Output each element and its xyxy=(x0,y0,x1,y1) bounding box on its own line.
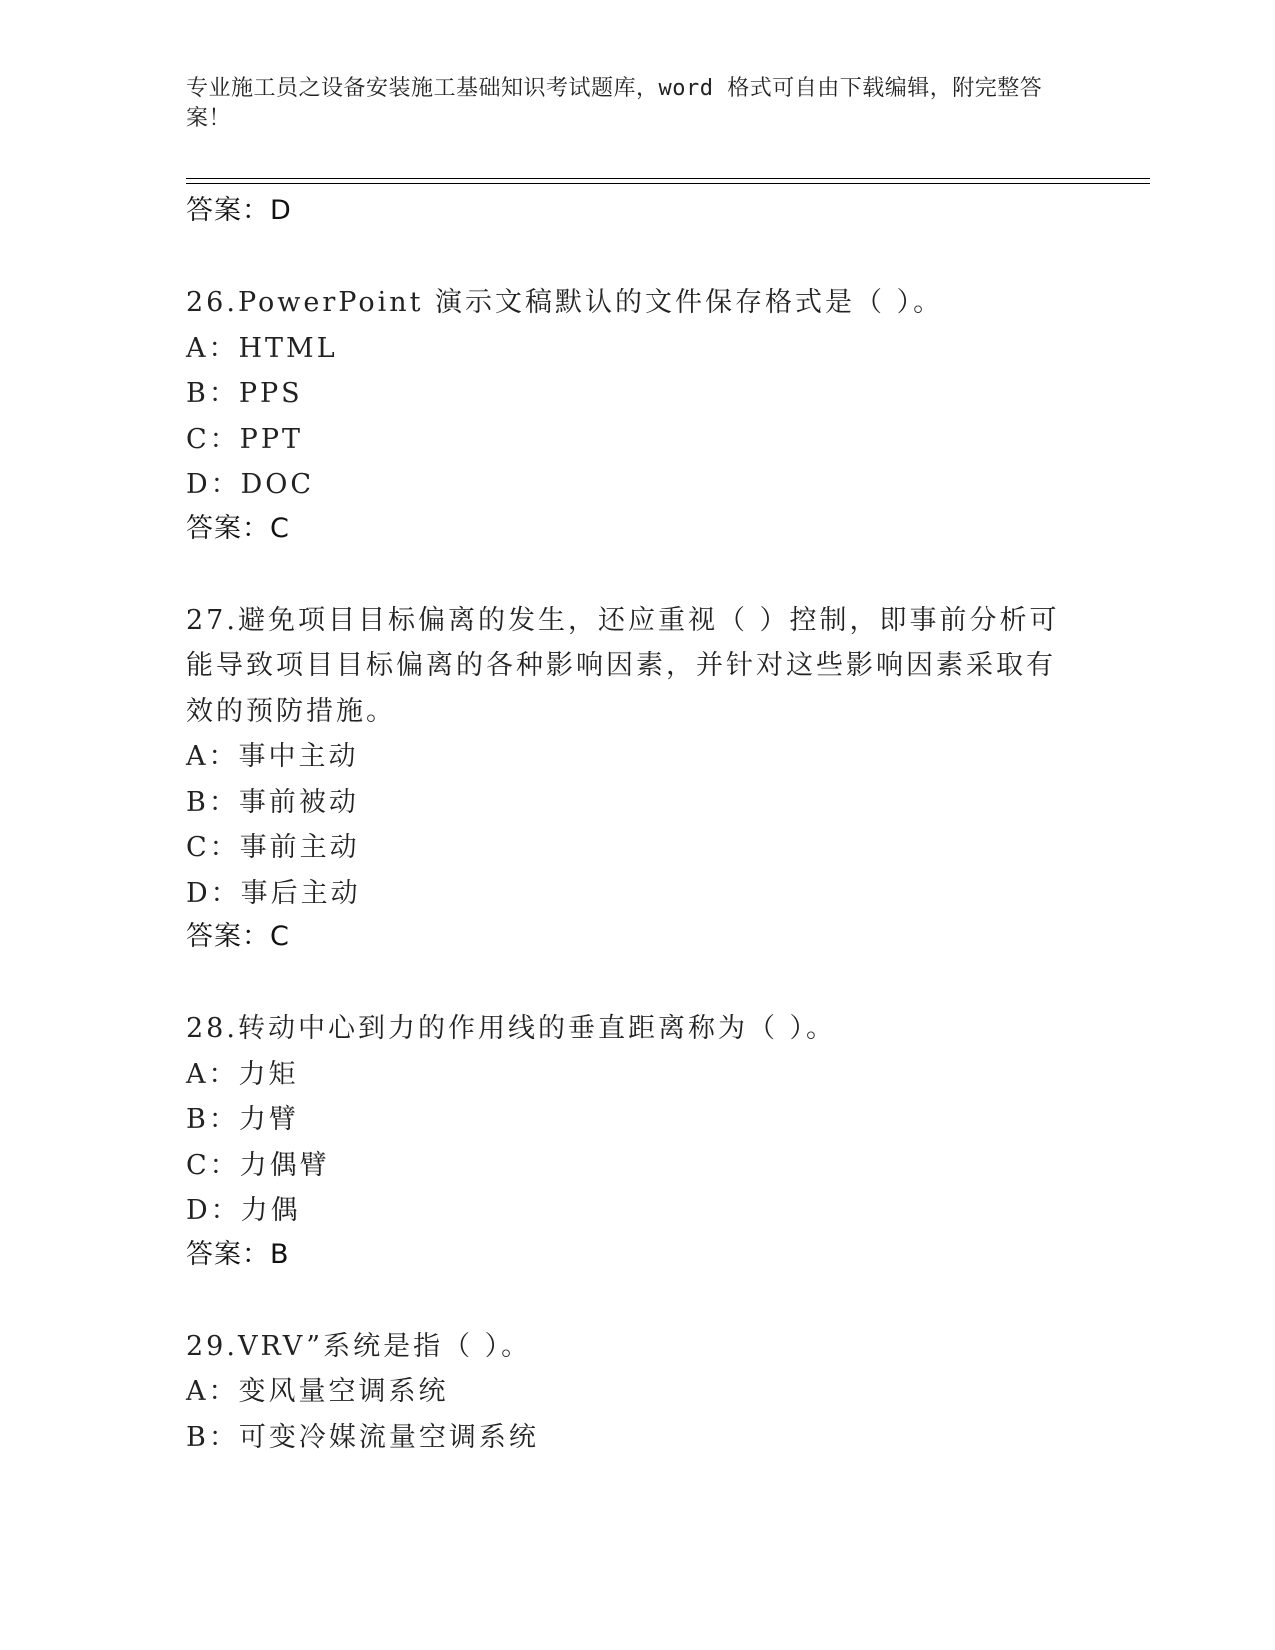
option-c: C：事前主动 xyxy=(186,832,360,863)
option-a: A：变风量空调系统 xyxy=(186,1376,449,1407)
option-c: C：力偶臂 xyxy=(186,1149,330,1181)
question-item xyxy=(186,1006,1066,1276)
option-b: B：PPS xyxy=(186,378,303,409)
option-d: D：力偶 xyxy=(186,1195,301,1226)
question-text: 27.避免项目目标偏离的发生，还应重视（ ）控制，即事前分析可能导致项目目标偏离的各种影响因素，并针对这些影响因素采取有效的预防措施。 xyxy=(186,604,1060,727)
option-b: B：可变冷媒流量空调系统 xyxy=(186,1421,539,1453)
option-a: A：力矩 xyxy=(186,1058,299,1090)
option-c: C：PPT xyxy=(186,423,304,455)
option-d: D：事后主动 xyxy=(186,877,361,909)
question-item xyxy=(186,1324,1066,1461)
answer-line: 答案：D xyxy=(186,195,292,226)
option-d: D：DOC xyxy=(186,469,315,500)
answer-line: 答案：B xyxy=(186,1238,290,1270)
header-divider-bottom xyxy=(186,183,1150,184)
header-divider-top xyxy=(186,178,1150,179)
question-text: 29.VRV”系统是指（ ）。 xyxy=(186,1330,532,1362)
question-text: 28.转动中心到力的作用线的垂直距离称为（ ）。 xyxy=(186,1013,837,1044)
answer-line: 答案：C xyxy=(186,921,290,952)
question-text: 26.PowerPoint 演示文稿默认的文件保存格式是（ ）。 xyxy=(186,287,944,318)
question-item xyxy=(186,280,1066,550)
option-b: B：力臂 xyxy=(186,1104,299,1135)
answer-line: 答案：C xyxy=(186,512,290,544)
question-list xyxy=(186,190,1066,1460)
option-a: A：HTML xyxy=(186,332,338,364)
option-a: A：事中主动 xyxy=(186,741,359,772)
option-b: B：事前被动 xyxy=(186,786,359,818)
question-item xyxy=(186,598,1066,959)
page-header: 专业施工员之设备安装施工基础知识考试题库，word 格式可自由下载编辑，附完整答案！ xyxy=(186,76,1043,131)
